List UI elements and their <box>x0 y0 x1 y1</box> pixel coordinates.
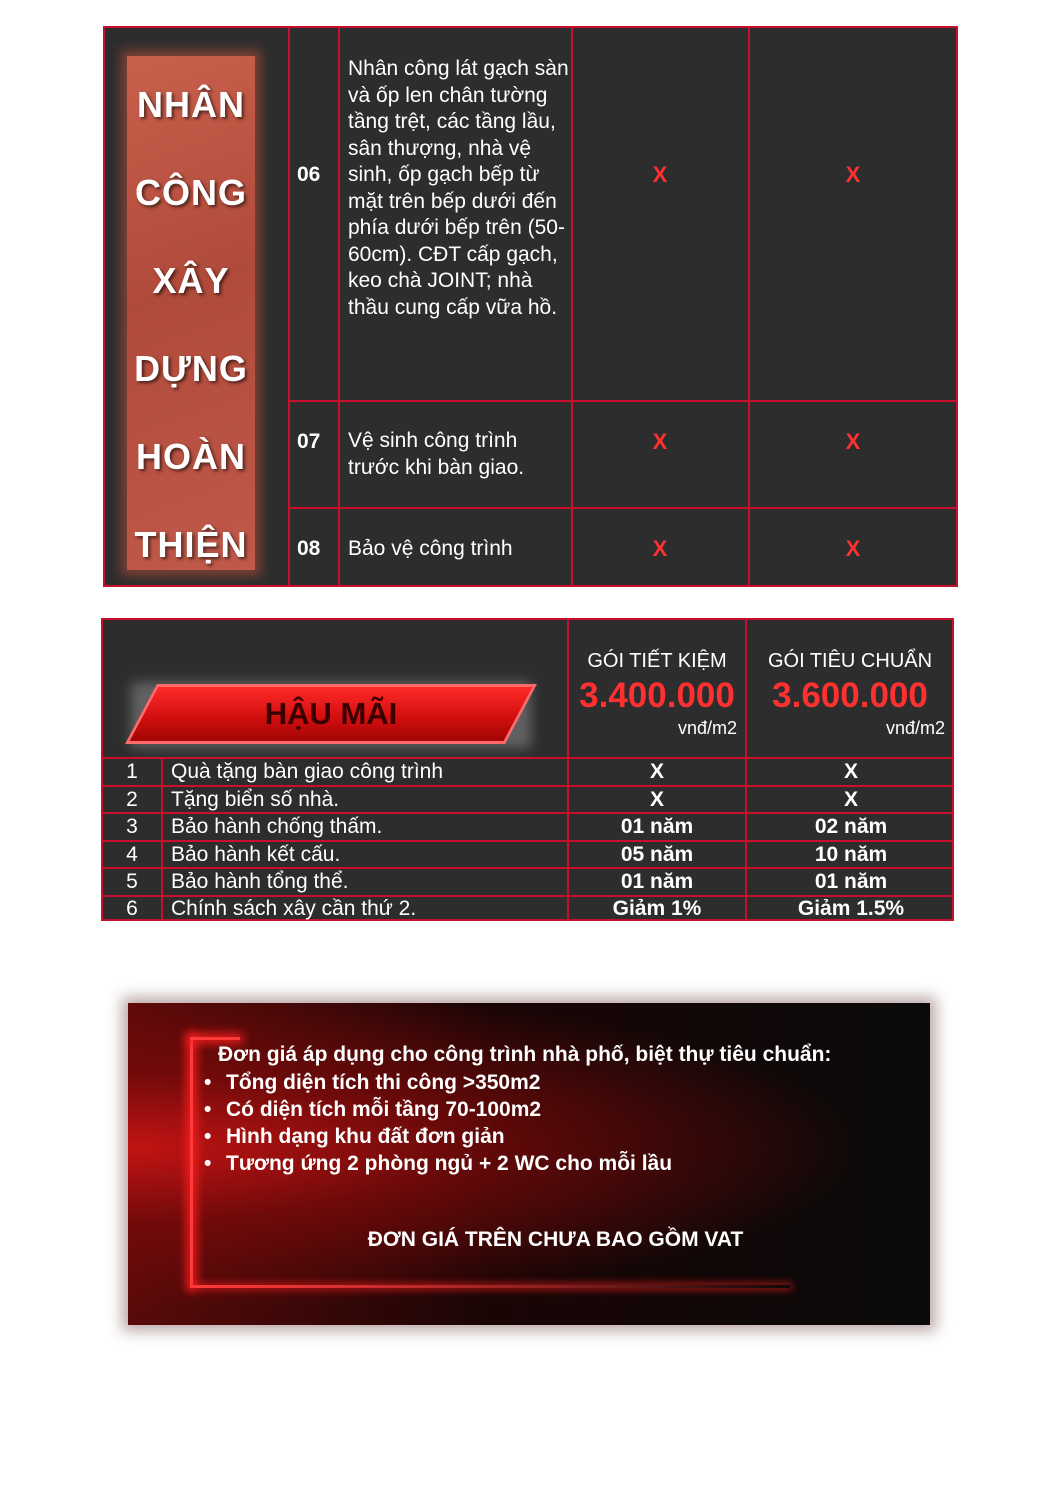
list-item: • Tổng diện tích thi công >350m2 <box>204 1071 541 1094</box>
row-item: Tặng biển số nhà. <box>171 788 340 811</box>
package-price: 3.400.000 <box>579 676 735 715</box>
conditions-heading: Đơn giá áp dụng cho công trình nhà phố, biệt thự tiêu chuẩn: <box>218 1043 832 1066</box>
after-sales-banner <box>121 674 541 756</box>
row-item: Bảo hành chống thấm. <box>171 815 383 838</box>
package-name: GÓI TIÊU CHUẨN <box>767 650 933 672</box>
conditions-list <box>204 1069 672 1177</box>
standard-value: 10 năm <box>814 843 888 866</box>
section-title-word: XÂY <box>152 260 230 301</box>
column-divider <box>288 28 290 585</box>
row-number: 6 <box>126 897 138 920</box>
row-divider <box>288 507 956 509</box>
row-number: 06 <box>297 163 321 186</box>
column-divider <box>748 28 750 585</box>
economy-check-mark: X <box>652 162 668 187</box>
list-item: • Tương ứng 2 phòng ngủ + 2 WC cho mỗi lầu <box>204 1152 673 1175</box>
neon-frame <box>190 1285 790 1288</box>
bullet-icon: • <box>204 1125 212 1148</box>
row-item: Bảo hành tổng thể. <box>171 870 349 893</box>
row-item: Quà tặng bàn giao công trình <box>171 760 444 783</box>
standard-check-mark: X <box>845 429 861 454</box>
construction-labor-table <box>103 26 958 587</box>
section-title-word: HOÀN <box>136 436 246 477</box>
standard-value: 02 năm <box>814 815 888 838</box>
package-unit: vnđ/m2 <box>885 718 945 738</box>
standard-check-mark: X <box>845 536 861 561</box>
section-title-word: THIỆN <box>134 524 248 565</box>
pricing-conditions-box <box>128 1003 930 1325</box>
bullet-icon: • <box>204 1098 212 1121</box>
economy-value: 01 năm <box>620 870 694 893</box>
row-divider <box>103 757 952 759</box>
list-item: • Hình dạng khu đất đơn giản <box>204 1125 505 1148</box>
list-item: • Có diện tích mỗi tầng 70-100m2 <box>204 1098 542 1121</box>
bullet-icon: • <box>204 1071 212 1094</box>
economy-check-mark: X <box>652 429 668 454</box>
after-sales-table <box>101 618 954 921</box>
row-number: 5 <box>126 870 138 893</box>
column-divider <box>338 28 340 585</box>
vat-note: ĐƠN GIÁ TRÊN CHƯA BAO GỒM VAT <box>367 1228 744 1251</box>
column-divider <box>571 28 573 585</box>
economy-value: X <box>649 788 664 811</box>
package-price: 3.600.000 <box>772 676 928 715</box>
package-name: GÓI TIẾT KIỆM <box>587 650 727 672</box>
economy-value: Giảm 1% <box>612 897 702 920</box>
row-divider <box>103 785 952 787</box>
section-title-panel <box>127 56 255 570</box>
economy-package-header <box>569 650 745 739</box>
row-number: 3 <box>126 815 138 838</box>
package-unit: vnđ/m2 <box>677 718 737 738</box>
economy-check-mark: X <box>652 536 668 561</box>
row-number: 4 <box>126 843 138 866</box>
section-title-word: CÔNG <box>135 172 247 213</box>
row-description: Bảo vệ công trình <box>348 537 513 560</box>
row-number: 1 <box>126 760 138 783</box>
neon-frame <box>190 1037 240 1040</box>
bullet-icon: • <box>204 1152 212 1175</box>
after-sales-title: HẬU MÃI <box>264 696 398 731</box>
standard-value: Giảm 1.5% <box>797 897 905 920</box>
standard-value: 01 năm <box>814 870 888 893</box>
standard-value: X <box>843 788 858 811</box>
row-divider <box>103 812 952 814</box>
economy-value: 05 năm <box>620 843 694 866</box>
standard-value: X <box>843 760 858 783</box>
row-item: Bảo hành kết cấu. <box>171 843 341 866</box>
row-divider <box>103 867 952 869</box>
row-number: 07 <box>297 430 321 453</box>
row-description: Nhân công lát gạch sàn và ốp len chân tường tầng trệt, các tầng lầu, sân thượng, nhà vệ sinh, ốp gạch bếp từ mặt trên bếp dưới đến phía dưới bếp trên (50-60cm). CĐT cấp gạch, keo chà JOINT; nhà thầu cung cấp vữa hồ. <box>348 57 569 319</box>
economy-value: 01 năm <box>620 815 694 838</box>
row-divider <box>288 400 956 402</box>
row-number: 2 <box>126 788 138 811</box>
section-title-word: DỰNG <box>134 348 248 389</box>
row-description: Vệ sinh công trình trước khi bàn giao. <box>348 429 525 479</box>
row-divider <box>103 840 952 842</box>
row-number: 08 <box>297 537 321 560</box>
standard-check-mark: X <box>845 162 861 187</box>
economy-value: X <box>649 760 664 783</box>
section-title-word: NHÂN <box>137 84 245 125</box>
row-item: Chính sách xây cần thứ 2. <box>171 897 417 920</box>
standard-package-header <box>747 650 953 739</box>
